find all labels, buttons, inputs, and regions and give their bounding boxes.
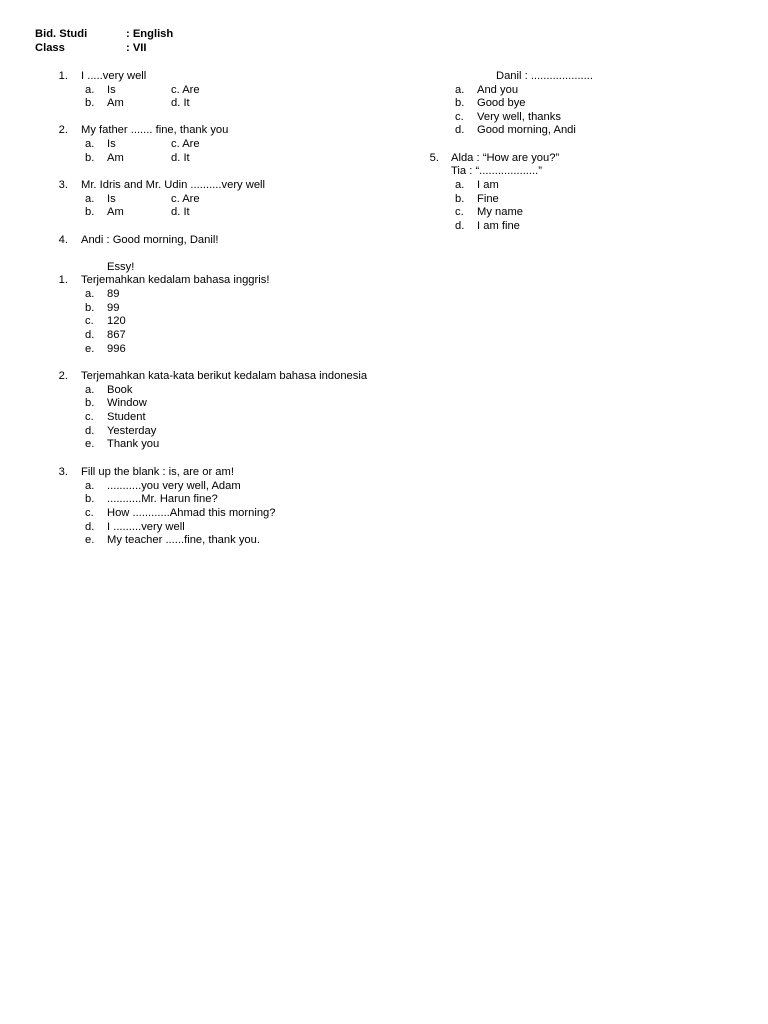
question-number: 5.	[429, 152, 439, 164]
dialog-line: Tia : “...................”	[451, 165, 542, 177]
item-letter: e.	[85, 534, 95, 546]
option-letter: a.	[455, 179, 465, 191]
question-number: 4.	[58, 234, 68, 246]
item-text: My teacher ......fine, thank you.	[107, 534, 260, 546]
item-text: ...........you very well, Adam	[107, 480, 241, 492]
item-text: 120	[107, 315, 126, 327]
item-text: I .........very well	[107, 521, 185, 533]
question-number: 3.	[58, 466, 68, 478]
option-text: I am fine	[477, 220, 520, 232]
option-letter: b.	[455, 193, 465, 205]
item-text: Window	[107, 397, 147, 409]
option-letter: a.	[85, 84, 95, 96]
item-letter: b.	[85, 493, 95, 505]
item-text: Yesterday	[107, 425, 157, 437]
item-text: Thank you	[107, 438, 160, 450]
option-text: Am	[107, 97, 124, 109]
question-number: 3.	[58, 179, 68, 191]
option-text: Is	[107, 84, 116, 96]
option-text: d. It	[171, 152, 190, 164]
option-text: Good morning, Andi	[477, 124, 576, 136]
item-letter: b.	[85, 302, 95, 314]
dialog-line: Alda : “How are you?”	[451, 152, 560, 164]
question-text: Terjemahkan kedalam bahasa inggris!	[81, 274, 270, 286]
option-text: Good bye	[477, 97, 526, 109]
option-text: And you	[477, 84, 519, 96]
item-letter: d.	[85, 425, 95, 437]
option-text: Very well, thanks	[477, 111, 561, 123]
option-letter: a.	[85, 138, 95, 150]
question-number: 1.	[58, 274, 68, 286]
item-text: 89	[107, 288, 120, 300]
dialog-line: Danil : ....................	[496, 70, 593, 82]
item-text: How ............Ahmad this morning?	[107, 507, 276, 519]
question-text: Terjemahkan kata-kata berikut kedalam bahasa indonesia	[81, 370, 368, 382]
question-number: 2.	[58, 124, 68, 136]
option-text: d. It	[171, 97, 190, 109]
item-letter: a.	[85, 288, 95, 300]
question-text: Mr. Idris and Mr. Udin ..........very well	[81, 179, 266, 191]
option-text: Is	[107, 138, 116, 150]
subject-value: : English	[126, 28, 174, 40]
item-text: ...........Mr. Harun fine?	[107, 493, 218, 505]
item-letter: c.	[85, 315, 94, 327]
item-letter: e.	[85, 438, 95, 450]
option-text: My name	[477, 206, 524, 218]
option-text: c. Are	[171, 193, 200, 205]
option-letter: a.	[85, 193, 95, 205]
item-letter: e.	[85, 343, 95, 355]
item-text: Student	[107, 411, 146, 423]
option-text: d. It	[171, 206, 190, 218]
option-text: I am	[477, 179, 499, 191]
option-text: c. Are	[171, 84, 200, 96]
option-text: c. Are	[171, 138, 200, 150]
option-letter: d.	[455, 124, 465, 136]
item-letter: d.	[85, 329, 95, 341]
item-text: 996	[107, 343, 126, 355]
question-number: 2.	[58, 370, 68, 382]
option-letter: b.	[455, 97, 465, 109]
item-letter: b.	[85, 397, 95, 409]
question-text: My father ....... fine, thank you	[81, 124, 229, 136]
class-value: : VII	[126, 42, 147, 54]
question-text: Andi : Good morning, Danil!	[81, 234, 219, 246]
option-letter: b.	[85, 206, 95, 218]
option-letter: b.	[85, 152, 95, 164]
item-text: 99	[107, 302, 120, 314]
item-text: Book	[107, 384, 133, 396]
question-text: Fill up the blank : is, are or am!	[81, 466, 234, 478]
essay-heading: Essy!	[107, 261, 135, 273]
item-letter: d.	[85, 521, 95, 533]
option-letter: c.	[455, 206, 464, 218]
item-letter: c.	[85, 507, 94, 519]
option-letter: b.	[85, 97, 95, 109]
item-text: 867	[107, 329, 126, 341]
item-letter: a.	[85, 384, 95, 396]
option-letter: a.	[455, 84, 465, 96]
option-text: Fine	[477, 193, 499, 205]
option-letter: d.	[455, 220, 465, 232]
item-letter: c.	[85, 411, 94, 423]
option-letter: c.	[455, 111, 464, 123]
option-text: Am	[107, 206, 124, 218]
question-text: I .....very well	[81, 70, 147, 82]
item-letter: a.	[85, 480, 95, 492]
class-label: Class	[35, 42, 65, 54]
option-text: Is	[107, 193, 116, 205]
question-number: 1.	[58, 70, 68, 82]
subject-label: Bid. Studi	[35, 28, 88, 40]
option-text: Am	[107, 152, 124, 164]
